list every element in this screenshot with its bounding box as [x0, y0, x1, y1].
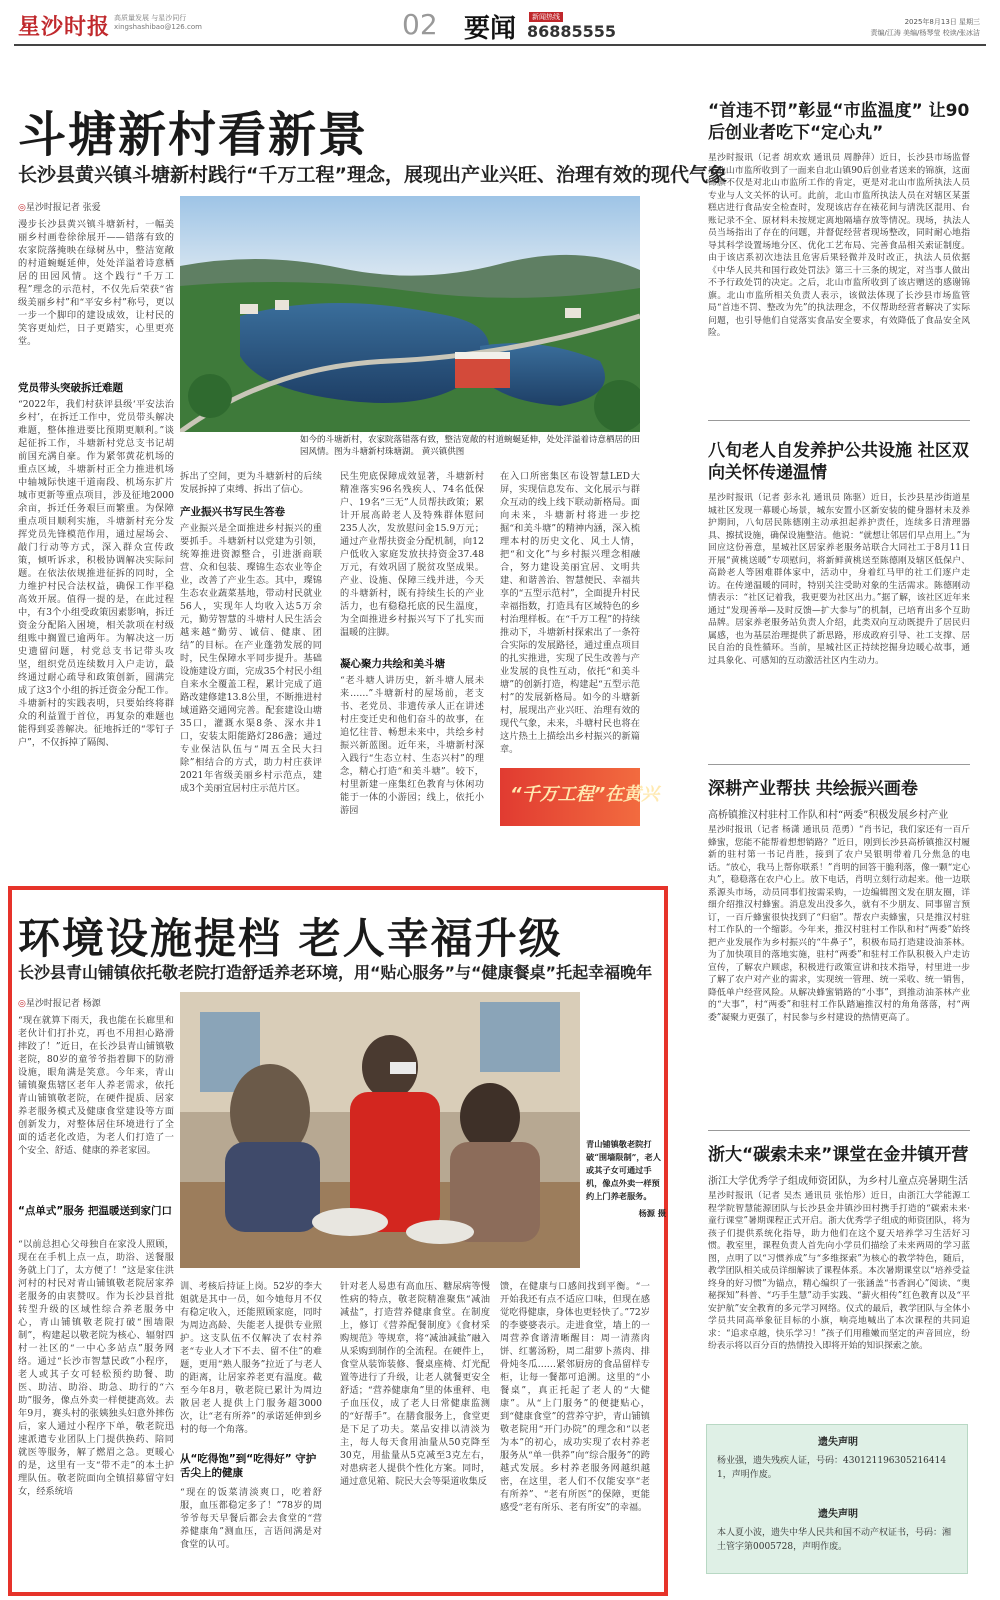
lost-notice-text: 杨业强，遗失残疾人证，号码：430121196305216414​1，声明作废。 [717, 1456, 947, 1480]
article2-subtitle: 长沙县青山铺镇依托敬老院打造舒适养老环境，用“贴心服务”与“健康餐桌”托起幸福晚年 [18, 963, 653, 982]
hotline-number: 86885555 [527, 22, 617, 41]
hotline-label: 新闻热线 [529, 12, 563, 22]
article1-subhead: 党员带头突破拆迁难题 [18, 382, 123, 394]
editors-credit: 责编/江涛 美编/杨琴莹 校读/张冰洁 [870, 29, 980, 37]
right-article3-title: 深耕产业帮扶 共绘振兴画卷 [708, 779, 918, 799]
article1-subtitle: 长沙县黄兴镇斗塘新村践行“千万工程”理念，展现出产业兴旺、治理有效的现代气象 [18, 164, 727, 186]
article2-paragraph: 训、考核后持证上岗。52岁的李大姐就是其中一员，如今她每月不仅有稳定收入，还能照顾家庭，同时为周边高龄、失能老人提供专业照护。这支队伍不仅解决了农村养老“专业人才下不去、留不住”的难题，更用“熟人服务”拉近了与老人的距离，让居家养老更有温度。截至今年8月，敬老院已累计为周边散居老人提供上门服务超3000次，让“老有所养”的承诺延伸到乡村的每一个角落。 [180, 1281, 322, 1435]
divider [708, 1130, 970, 1131]
article1-paragraph: 在入口所密集区布设智慧LED大屏，实现信息发布、文化展示与群众互动的线上线下联动新格局。面向未来，斗塘新村将进一步挖掘“和美斗塘”的精神内涵，深入梳理本村的历史文化、风土人情，把“和文化”与乡村振兴理念相融合，努力建设美丽宜居、文明共建、和谐善治、智慧便民、幸福共享的“五型示范村”，全面提升村民幸福指数，打造具有区域特色的乡村治理样板。在“千万工程”的持续推动下，斗塘新村探索出了一条符合实际的发展路径，通过重点项目的扎实推进，实现了民生改善与产业发展的良性互动，依托“和美斗塘”的创新打造，构建起“五型示范村”的发展新格局。如今的斗塘新村，展现出产业兴旺、治理有效的现代气象，未来，斗塘村民也将在这片热土上描绘出乡村振兴的新篇章。 [500, 471, 640, 755]
article2-subhead: “点单式”服务 把温暖送到家门口 [18, 1205, 172, 1217]
lost-notice-title: 遗失声明 [818, 1509, 858, 1520]
article1-paragraph: 产业振兴是全面推进乡村振兴的重要抓手。斗塘新村以党建为引领，统筹推进资源整合，引进浙商联营、众和包装、璨锦生态农业等企业，改善了产业生态。其中，璨锦生态农业蔬菜基地，带动村民就业56人，实现年人均收入达5万余元，勤劳智慧的斗塘村人民生活会越来越“勤劳、诚信、健康、团结”的目标。在产业蓬勃发展的同时，民生保障水平同步提升。基础设施建设方面，完成35个村民小组自来水全覆盖工程，累计完成了道路改建修建13.8公里，不断推进村域道路交通网完善。配套建设山塘35口，灌溉水渠8条、深水井1口，安装太阳能路灯286盏；通过专业保洁队伍与“周五全民大扫除”相结合的方式，助力村庄获评2021年省级美丽乡村示范点，建成3个美丽宜居村庄示范片区。 [180, 523, 322, 794]
newspaper-logo: 星沙时报 [18, 14, 111, 40]
article2-photo-caption [586, 1138, 666, 1220]
lost-notices-box [706, 1424, 968, 1574]
article1-title: 斗塘新村看新景 [18, 107, 369, 163]
masthead [14, 8, 986, 46]
article2-paragraph: “现在就算下雨天，我也能在长廊里和老伙计们打扑克，再也不用担心路滑摔跤了！”近日，在长沙县青山铺镇敬老院，80岁的童爷爷指着脚下的防滑设施，眼角满是笑意。今年来，青山铺镇聚焦辖区老年人养老需求，依托青山铺镇敬老院，在硬件提质、居家养老服务模式及健康食堂建设等方面创新发力，对整体居住环境进行了全面的适老化改造，为老人们打造了一个安全、舒适、健康的养老家园。 [18, 1015, 174, 1156]
article1-photo-caption: 如今的斗塘新村，农家院落错落有致，整洁宽敞的村道蜿蜒延伸，处处洋溢着诗意栖居的田园风情。图为斗塘新村珠塘湖。 黄兴镇供图 [300, 435, 641, 457]
right-article3-body: 星沙时报讯（记者 杨潇 通讯员 范勇）“肖书记，我们家还有一百斤蜂蜜，您能不能帮着想想销路？”近日，刚到长沙县高桥镇推汉村履新的驻村第一书记肖胜，接到了农户吴银明带着几分焦急的电话。“放心，我马上帮你联系！”肖明的回答干脆利落，像一颗“定心丸”，稳稳落在农户心上。放下电话，肖明立刻行动起来。他一边联系源头市场，动员同事们按需采购，一边编辑图文发在朋友圈，详细介绍推汉村蜂蜜。消息发出没多久，就有不少朋友、同事留言预订，一百斤蜂蜜很快找到了“归宿”。帮农户卖蜂蜜，只是推汉村驻村工作队的一个缩影。今年来，推汉村驻村工作队和村“两委”始终把产业发展作为乡村振兴的“牛鼻子”，积极布局打造建设油茶林。为了加快项目的落地实施，驻村“两委”和驻村工作队积极入户走访宣传，了解农户顾虑，积极进行政策宣讲和技术指导，村里进一步了解了农户对产业的需求，实现统一管理、统一采收、统一销售，降低单户经营风险。从解决蜂蜜销路的“小事”，到推动油茶林产业的“大事”，村“两委”和驻村工作队踏遍推汉村的角角落落，村“两委”凝聚力更强了，村民参与乡村建设的热情更高了。 [708, 825, 970, 1023]
right-article4-title: 浙大“碳索未来”课堂在金井镇开营 [708, 1145, 969, 1165]
article2-paragraph: “以前总担心父母独自在家没人照顾，现在在手机上点一点，助浴、送餐服务就上门了，太方便了！”这是家住洪河村的村民对青山铺镇敬老院居家养老服务的由衷赞叹。作为长沙县首批转型升级的区域性综合养老服务中心，青山铺镇敬老院打破“围墙限制”，构建起以敬老院为核心、辐射四村一社区的“一中心多站点”服务网络。通过“长沙市智慧民政”小程序，老人或其子女可轻松预约助餐、助医、助洁、助浴、助急、助行的“六助”服务，像点外卖一样便捷高效。去年9月，赛头村的张姨独头妇意外摔伤后，家人通过小程序下单，敬老院迅速派遣专业团队上门提供换药、陪同就医等服务，解了燃眉之急。更暖心的是，这里有一支“带不走”的本土护理队伍。敬老院面向全镇招募留守妇女，经系统培 [18, 1239, 174, 1497]
right-article3-subtitle: 高桥镇推汉村驻村工作队和村“两委”积极发展乡村产业 [708, 810, 949, 821]
right-article1-body: 星沙时报讯（记者 胡欢欢 通讯员 周静萍）近日，长沙县市场监督局北山市监所收到了一面来自北山镇90后创业者送来的锦旗，这面锦旗不仅是对北山市监所工作的肯定，更是对北山市监所执法人员专业与人文关怀的认可。此前，北山市监所执法人员在对辖区某蛋糕店进行食品安全检查时，发现该店存在裱花间与清洗区混用、台账记录不全、原材料未按规定离地隔墙存放等情况。现场，执法人员当场指出了存在的问题，并督促经营者现场整改，同时耐心地指导其科学设置场地分区、优化工艺布局、完善食品相关索证制度。由于该店系初次违法且危害后果轻微并及时改正，执法人员依据《中华人民共和国行政处罚法》第三十三条的规定，对当事人做出不予行政处罚的决定。之后，北山市监所收到了该店赠送的感谢锦旗。北山市监所相关负责人表示，该做法体现了长沙县市场监管局“首违不罚、整改为先”的执法理念，不仅帮助经营者解决了实际问题，也引导他们自觉落实食品安全要求，有效降低了食品安全风险。 [708, 153, 970, 338]
article2-paragraph: 馈，在健康与口感间找到平衡。“一开始我还有点不适应口味，但现在感觉吃得健康，身体也更轻快了。”72岁的李婆婆表示。走进食堂，墙上的一周营养食谱清晰醒目：周一清蒸肉饼、红薯汤粉，周二甜萝卜蒸肉、排骨炖冬瓜……紧邻厨房的食品留样专柜，让每一餐都可追溯。这里的“小餐桌”，真正托起了老人的“大健康”。从“上门服务”的便捷贴心，到“健康食堂”的营养守护，青山铺镇敬老院用“开门办院”的理念和“以老为本”的初心，成功实现了农村养老服务从“单一供养”向“综合服务”的跨越式发展。乡村养老服务网越织越密，在这里，老人们不仅能安享“老有所养”、“老有所医”的保障，更能感受“老有所乐、老有所安”的幸福。 [500, 1281, 650, 1513]
village-lake-illustration [180, 196, 640, 432]
issue-date: 2025年8月13日 星期三 [904, 18, 980, 26]
article1-byline: ◎星沙时报记者 张爱 [18, 203, 101, 213]
divider [708, 420, 970, 421]
page-number: 02 [402, 8, 438, 41]
campaign-stamp-text: “千万工程”在黄兴 [510, 784, 660, 805]
section-title: 要闻 [464, 14, 517, 44]
article2-paragraph: 针对老人易患有高血压、糖尿病等慢性病的特点，敬老院精准聚焦“减油减盐”，打造营养健康食堂。在制度上，修订《营养配餐制度》《食材采购规范》等规章，将“减油减盐”融入从采购到制作的全流程。在硬件上，食堂从装饰装修、餐桌座椅、灯光配置等进行了升级，让老人就餐更安全舒适；“营养健康角”里的体重秤、电子血压仪，成了老人日常健康监测的“好帮手”。在膳食服务上，食堂更是下足了功夫。菜品安排以清淡为主，每人每天食用油量从50克降至30克，用盐量从5克减至3克左右，对患病老人提供个性化方案。同时，通过意见箱、院民大会等渠道收集反 [340, 1281, 490, 1487]
article1-paragraph: 漫步长沙县黄兴镇斗塘新村，一幅美丽乡村画卷徐徐展开——错落有致的农家院落掩映在绿树丛中，整洁宽敞的村道蜿蜒延伸，处处洋溢着诗意栖居的田园风情。这个践行“千万工程”理念的示范村，不仅先后荣获“省级美丽乡村”和“平安乡村”称号，更以一步一个脚印的建设成效，让村民的笑容更灿烂，日子更踏实，心里更亮堂。 [18, 219, 174, 347]
photo-credit: 杨源 摄 [638, 1208, 666, 1218]
article2-byline: ◎星沙时报记者 杨源 [18, 999, 101, 1009]
nursing-home-illustration [180, 992, 580, 1268]
logo-slogan: 高质量发展 与星沙同行 xingshashibao@126.com [114, 14, 202, 31]
article2-title: 环境设施提档 老人幸福升级 [18, 914, 563, 963]
lost-notice-text: 本人夏小波，遗失中华人民共和国不动产权证书，号码：湘土管字第0005728，声明作废。 [717, 1528, 952, 1552]
lost-notice-title: 遗失声明 [818, 1437, 858, 1448]
article1-subhead: 凝心聚力共绘和美斗塘 [340, 658, 445, 670]
lost-notice-1 [717, 1433, 959, 1482]
nursing-home-photo [180, 992, 580, 1268]
right-article1-title: “首违不罚”彰显“市监温度” 让90后创业者吃下“定心丸” [708, 101, 970, 143]
article2-subhead: 从“吃得饱”到“吃得好” 守护舌尖上的健康 [180, 1453, 317, 1479]
right-article2-title: 八旬老人自发养护公共设施 社区双向关怀传递温情 [708, 441, 969, 483]
article2-paragraph: “现在的饭菜清淡爽口，吃着舒服，血压都稳定多了！”78岁的周爷爷每天早餐后都会去食堂的“营养健康角”测血压，言语间满是对食堂的认可。 [180, 1487, 322, 1550]
divider [708, 764, 970, 765]
photo-caption-text: 青山铺镇敬老院打破“围墙限制”，老人或其子女可通过手机，像点外卖一样预约上门养老服务。 [586, 1139, 661, 1201]
article1-paragraph: “2022年，我们村获评县级‘平安法治乡村’，在拆迁工作中，党员带头解决难题，整体推进要比预期更顺利。”谈起征拆工作，斗塘新村党总支书记胡前国充满自豪。作为紧邻黄花机场的重点区域，斗塘新村正全力推进机场中轴城际快速干道南段、机场东扩片城市更新等重点项目，涉及征地2000余亩，拆迁任务艰巨而繁重。为保障重点项目顺利实施，斗塘新村充分发挥党员先锋模范作用，通过屋场会、敲门行动等方式，深入群众宣传政策，倾听诉求，积极协调解决实际问题。在依法依规推进征拆的同时，全力维护村民合法权益，确保工作平稳高效开展。值得一提的是，在此过程中，有3个小组受政策因素影响，拆迁资金分配陷入困境，相关款项在村级组账中搁置已逾两年。为解决这一历史遗留问题，村党总支书记带头攻坚，组织党员连续数月入户走访，最终通过耐心疏导和政策创新，圆满完成了这3个小组的拆迁资金分配工作。斗塘新村的实践表明，只要始终将群众的利益置于首位，再复杂的难题也能得到妥善解决。征地拆迁的“零钉子户”，不仅拆掉了隔阂、 [18, 399, 174, 748]
village-lake-photo [180, 196, 640, 432]
right-article2-body: 星沙时报讯（记者 彭永礼 通讯员 陈驱）近日，长沙县星沙街道星城社区发现一幕暖心场景，城东安置小区新安装的健身器材未及养护期间，八旬居民陈德刚主动承担起养护责任，连续多日清理器具、擦拭设施，确保设施整洁。他说：“就想让邻居们早点用上。”为回应这份善意，星城社区居家养老服务站联合大同社工于8月11日开展“黄桃送暖”专项慰问，将新鲜黄桃送至陈德刚及辖区低保户、高龄老人等困难群体家中，活动中，身着红马甲的社工们逐户走访。在传递温暖的同时，特别关注受助对象的生活需求。陈德刚动情表示：“社区记着我，我更要为社区出力。”据了解，该社区近年来通过“发现善举—及时反馈—扩大参与”的机制，已培育出多个互助品牌。居家养老服务站负责人介绍，此类双向互动既提升了居民归属感，也为基层治理提供了新思路，形成政府引导、社工支撑、居民自治的良性循环。当前，星城社区正持续挖掘身边暖心故事，通过具象化、可感知的互动激活社区内生动力。 [708, 493, 970, 666]
lost-notice-2 [717, 1505, 959, 1554]
article1-paragraph: 民生兜底保障成效显著，斗塘新村精准落实96名残疾人、74名低保户、19名“三无”人员帮扶政策；累计开展高龄老人及特殊群体慰问235人次，发放慰问金15.9万元；通过产业帮扶资金分配机制，向12户低收入家庭发放扶持资金37.48万元，有效巩固了脱贫攻坚成果。产业、设施、保障三线并进，今天的斗塘新村，既有持续生长的产业活力，也有稳稳托底的民生温度，为全面推进乡村振兴写下了扎实而温暖的注脚。 [340, 471, 484, 638]
article1-paragraph: 拆出了空间，更为斗塘新村的后续发展拆掉了束缚、拆出了信心。 [180, 471, 322, 495]
article1-subhead: 产业振兴书写民生答卷 [180, 506, 285, 518]
right-article4-body: 星沙时报讯（记者 吴杰 通讯员 张怡彤）近日，由浙江大学能源工程学院智慧能源团队与长沙县金井镇沙田村携手打造的“碳索未来·童行课堂”暑期课程正式开启。浙大优秀学子组成的师资团队，将为孩子们提供系统化指导，助力他们在这个夏天培养学习生活好习惯。教室里，课程负责人首先向小学员们描绘了未来两周的学习蓝图，点明了以“习惯养成”与“多维探索”为核心的教学特色，随后，教学团队相关成员详细解读了课程体系。本次暑期课堂以“培养受益终身的好习惯”为锚点，精心编织了一张涵盖“书香润心”阅读、“奥秘探知”科普、“巧手生慧”动手实践、“薪火相传”红色教育以及“平安护航”安全教育的多元学习网络。仪式的最后，教学团队与全体小学员共同高举象征目标的小旗，响亮地喊出了本次课程的共同追求：“追求卓越，快乐学习！”孩子们用稚嫩而坚定的声音回应，纷纷表示将以百分百的热情投入即将开始的知识探索之旅。 [708, 1191, 970, 1351]
article1-paragraph: “老斗塘人讲历史，新斗塘人展未来……”斗塘新村的屋场前，老支书、老党员、非遗传承人正在讲述村庄变迁史和他们奋斗的故事，在追忆往昔、畅想未来中，共绘乡村振兴新蓝图。近年来，斗塘新村深入践行“生态立村、生态兴村”的理念，精心打造“和美斗塘”。较下，村里新建一座集红色教育与休闲功能于一体的小游园；线上，依托小游园 [340, 675, 484, 816]
right-article4-subtitle: 浙江大学优秀学子组成师资团队，为乡村儿童点亮暑期生活 [708, 1176, 968, 1187]
